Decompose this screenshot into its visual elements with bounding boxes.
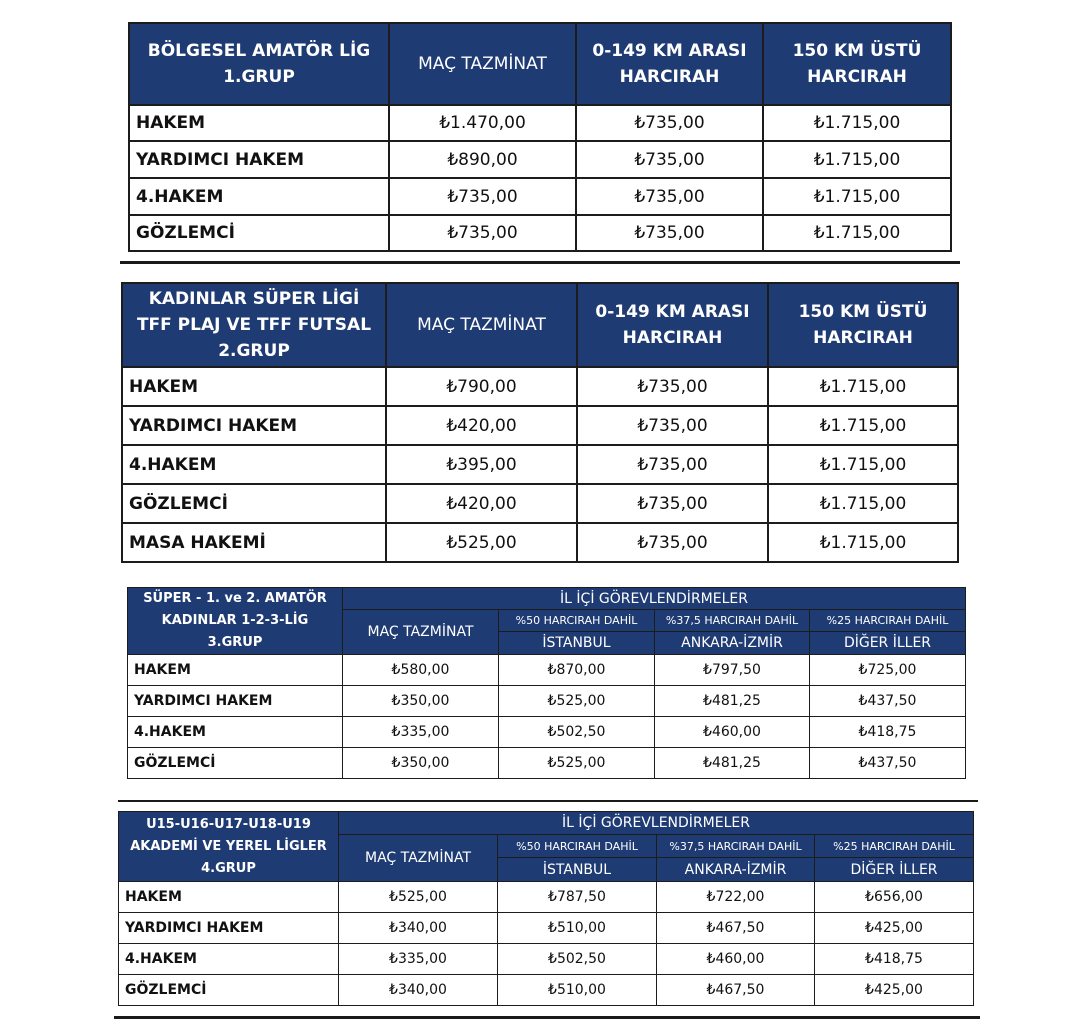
ankara-izmir-cell: ₺460,00: [657, 944, 815, 975]
col-istanbul-header: İSTANBUL: [499, 632, 655, 655]
col-istanbul-header: İSTANBUL: [498, 858, 657, 882]
far-allowance-cell: ₺1.715,00: [768, 367, 958, 406]
match-fee-cell: ₺790,00: [386, 367, 577, 406]
group-title: BÖLGESEL AMATÖR LİG 1.GRUP: [129, 23, 389, 105]
row-role: GÖZLEMCİ: [122, 484, 386, 523]
match-fee-cell: ₺735,00: [389, 215, 576, 251]
row-role: HAKEM: [119, 882, 339, 913]
table-row: [128, 717, 966, 748]
near-allowance-cell: ₺735,00: [576, 178, 763, 215]
other-cities-cell: ₺437,50: [810, 686, 966, 717]
row-role: YARDIMCI HAKEM: [122, 406, 386, 445]
ankara-izmir-cell: ₺722,00: [657, 882, 815, 913]
far-allowance-cell: ₺1.715,00: [768, 484, 958, 523]
table-row: [129, 141, 951, 178]
row-role: 4.HAKEM: [122, 445, 386, 484]
col-other-cities-header: DİĞER İLLER: [815, 858, 974, 882]
table-row: [122, 406, 958, 445]
istanbul-cell: ₺510,00: [498, 913, 657, 944]
table-row: [119, 913, 974, 944]
table-row: [122, 523, 958, 562]
row-role: YARDIMCI HAKEM: [128, 686, 343, 717]
row-role: 4.HAKEM: [128, 717, 343, 748]
divider: [114, 1016, 980, 1019]
table-row: [119, 882, 974, 913]
near-allowance-cell: ₺735,00: [576, 105, 763, 141]
istanbul-cell: ₺787,50: [498, 882, 657, 913]
near-allowance-cell: ₺735,00: [577, 406, 768, 445]
table-row: [122, 445, 958, 484]
row-role: HAKEM: [122, 367, 386, 406]
other-cities-cell: ₺437,50: [810, 748, 966, 779]
col-other-cities-header: DİĞER İLLER: [810, 632, 966, 655]
table-row: [122, 484, 958, 523]
group-4-table: [118, 811, 974, 1006]
match-fee-cell: ₺395,00: [386, 445, 577, 484]
group-3-table: [127, 587, 966, 779]
match-fee-cell: ₺525,00: [386, 523, 577, 562]
match-fee-cell: ₺335,00: [343, 717, 499, 748]
col-match-fee-header: MAÇ TAZMİNAT: [343, 610, 499, 655]
row-role: 4.HAKEM: [129, 178, 389, 215]
other-cities-cell: ₺656,00: [815, 882, 974, 913]
row-role: GÖZLEMCİ: [128, 748, 343, 779]
near-allowance-cell: ₺735,00: [577, 484, 768, 523]
match-fee-cell: ₺420,00: [386, 484, 577, 523]
ankara-izmir-cell: ₺481,25: [655, 748, 810, 779]
col-istanbul-sub-header: %50 HARCIRAH DAHİL: [499, 610, 655, 632]
group-title: KADINLAR SÜPER LİGİ TFF PLAJ VE TFF FUTSAL 2.GRUP: [122, 283, 386, 367]
table-row: [128, 748, 966, 779]
ankara-izmir-cell: ₺467,50: [657, 975, 815, 1006]
row-role: MASA HAKEMİ: [122, 523, 386, 562]
other-cities-cell: ₺425,00: [815, 913, 974, 944]
divider: [120, 261, 960, 264]
col-other-cities-sub-header: %25 HARCIRAH DAHİL: [815, 835, 974, 858]
col-other-cities-sub-header: %25 HARCIRAH DAHİL: [810, 610, 966, 632]
col-far-allowance-header: 150 KM ÜSTÜ HARCIRAH: [768, 283, 958, 367]
group-1-table: [128, 22, 952, 252]
table-row: [128, 655, 966, 686]
other-cities-cell: ₺418,75: [815, 944, 974, 975]
table-row: [129, 105, 951, 141]
col-match-fee-header: MAÇ TAZMİNAT: [389, 23, 576, 105]
ankara-izmir-cell: ₺797,50: [655, 655, 810, 686]
ankara-izmir-cell: ₺467,50: [657, 913, 815, 944]
col-far-allowance-header: 150 KM ÜSTÜ HARCIRAH: [763, 23, 951, 105]
near-allowance-cell: ₺735,00: [577, 367, 768, 406]
row-role: YARDIMCI HAKEM: [119, 913, 339, 944]
col-ankara-izmir-header: ANKARA-İZMİR: [655, 632, 810, 655]
match-fee-cell: ₺335,00: [339, 944, 498, 975]
near-allowance-cell: ₺735,00: [577, 523, 768, 562]
match-fee-cell: ₺525,00: [339, 882, 498, 913]
table-row: [119, 975, 974, 1006]
row-role: YARDIMCI HAKEM: [129, 141, 389, 178]
group-title: SÜPER - 1. ve 2. AMATÖR KADINLAR 1-2-3-LİG 3.GRUP: [128, 588, 343, 655]
match-fee-cell: ₺1.470,00: [389, 105, 576, 141]
near-allowance-cell: ₺735,00: [577, 445, 768, 484]
far-allowance-cell: ₺1.715,00: [768, 523, 958, 562]
table-row: [129, 215, 951, 251]
istanbul-cell: ₺510,00: [498, 975, 657, 1006]
col-ankara-izmir-sub-header: %37,5 HARCIRAH DAHİL: [657, 835, 815, 858]
far-allowance-cell: ₺1.715,00: [763, 105, 951, 141]
match-fee-cell: ₺420,00: [386, 406, 577, 445]
match-fee-cell: ₺350,00: [343, 748, 499, 779]
col-match-fee-header: MAÇ TAZMİNAT: [339, 835, 498, 882]
match-fee-cell: ₺350,00: [343, 686, 499, 717]
row-role: HAKEM: [129, 105, 389, 141]
far-allowance-cell: ₺1.715,00: [763, 141, 951, 178]
table-row: [128, 686, 966, 717]
table-row: [122, 367, 958, 406]
row-role: GÖZLEMCİ: [119, 975, 339, 1006]
far-allowance-cell: ₺1.715,00: [768, 445, 958, 484]
row-role: 4.HAKEM: [119, 944, 339, 975]
match-fee-cell: ₺580,00: [343, 655, 499, 686]
match-fee-cell: ₺735,00: [389, 178, 576, 215]
col-match-fee-header: MAÇ TAZMİNAT: [386, 283, 577, 367]
near-allowance-cell: ₺735,00: [576, 141, 763, 178]
col-ankara-izmir-sub-header: %37,5 HARCIRAH DAHİL: [655, 610, 810, 632]
ankara-izmir-cell: ₺481,25: [655, 686, 810, 717]
group-title: U15-U16-U17-U18-U19 AKADEMİ VE YEREL LİGLER 4.GRUP: [119, 812, 339, 882]
in-city-assignments-header: İL İÇİ GÖREVLENDİRMELER: [339, 812, 974, 835]
match-fee-cell: ₺890,00: [389, 141, 576, 178]
col-near-allowance-header: 0-149 KM ARASI HARCIRAH: [576, 23, 763, 105]
far-allowance-cell: ₺1.715,00: [763, 178, 951, 215]
row-role: HAKEM: [128, 655, 343, 686]
far-allowance-cell: ₺1.715,00: [763, 215, 951, 251]
istanbul-cell: ₺525,00: [499, 686, 655, 717]
match-fee-cell: ₺340,00: [339, 975, 498, 1006]
other-cities-cell: ₺418,75: [810, 717, 966, 748]
other-cities-cell: ₺725,00: [810, 655, 966, 686]
group-2-table: [121, 282, 959, 563]
far-allowance-cell: ₺1.715,00: [768, 406, 958, 445]
istanbul-cell: ₺525,00: [499, 748, 655, 779]
istanbul-cell: ₺870,00: [499, 655, 655, 686]
istanbul-cell: ₺502,50: [498, 944, 657, 975]
divider: [118, 800, 978, 802]
col-ankara-izmir-header: ANKARA-İZMİR: [657, 858, 815, 882]
table-row: [119, 944, 974, 975]
other-cities-cell: ₺425,00: [815, 975, 974, 1006]
table-row: [129, 178, 951, 215]
ankara-izmir-cell: ₺460,00: [655, 717, 810, 748]
row-role: GÖZLEMCİ: [129, 215, 389, 251]
match-fee-cell: ₺340,00: [339, 913, 498, 944]
near-allowance-cell: ₺735,00: [576, 215, 763, 251]
istanbul-cell: ₺502,50: [499, 717, 655, 748]
col-istanbul-sub-header: %50 HARCIRAH DAHİL: [498, 835, 657, 858]
col-near-allowance-header: 0-149 KM ARASI HARCIRAH: [577, 283, 768, 367]
in-city-assignments-header: İL İÇİ GÖREVLENDİRMELER: [343, 588, 966, 610]
